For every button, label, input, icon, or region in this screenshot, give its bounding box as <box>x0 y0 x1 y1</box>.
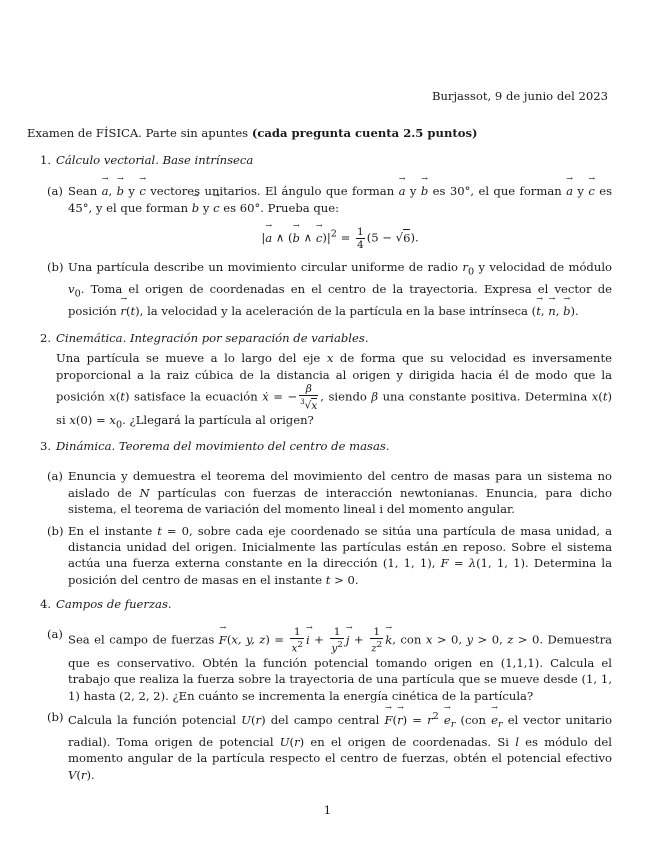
question-number: 4. <box>40 597 52 611</box>
part-label: (a) <box>47 184 63 199</box>
question-title: Campos de fuerzas. <box>56 597 172 611</box>
question-4a: (a) Sea el campo de fuerzas → F(x, y, z) = $\frac{1}{x^2}$ → i + $\frac{1}{y^2}$ → j + $\frac{1}{z^2}$ → k, con x > 0, y > 0, z > 0. Demuestra que es conservativo. Obtén la función potencial tomando origen en (1,1,1). Calcula el trabajo que realiza la fuerza sobre la trayectoria de una partícula que se mueve desde (1, 1, 1) hasta (2, 2, 2). ¿En cuánto se incrementa la energía cinética de la partícula? <box>40 626 612 704</box>
part-label: (a) <box>47 627 63 642</box>
page-number: 1 <box>323 803 332 817</box>
question-title: Dinámica. Teorema del movimiento del centro de masas. <box>56 439 390 453</box>
part-label: (b) <box>47 710 64 725</box>
question-number: 3. <box>40 439 52 453</box>
question-2-heading <box>40 330 612 346</box>
header-points-note: (cada pregunta cuenta 2.5 puntos) <box>251 126 478 140</box>
question-3-heading <box>40 438 612 454</box>
question-title: Cinemática. Integración por separación de variables. <box>56 331 369 345</box>
exam-header <box>27 125 477 141</box>
date-line: Burjassot, 9 de junio del 2023 <box>431 89 608 103</box>
question-4 <box>40 596 612 783</box>
question-1 <box>40 152 612 319</box>
question-title: Cálculo vectorial. Base intrínseca <box>56 153 254 167</box>
question-1-heading <box>40 152 612 168</box>
question-number: 1. <box>40 153 52 167</box>
question-3b: (b) En el instante t = 0, sobre cada eje coordenado se sitúa una partícula de masa unidad, a distancia unidad del origen. Inicialmente las partículas están en reposo. Sobre el sistema actúa una fuerza externa constante en la dirección (1, 1, 1), → F = λ(1, 1, 1). Determina la posición del centro de masas en el instante t > 0. <box>40 523 612 589</box>
question-4-heading <box>40 596 612 612</box>
question-1b: (b) Una partícula describe un movimiento circular uniforme de radio $r_0$ y velocidad de módulo $v_0$. Toma el origen de coordenadas en el centro de la trayectoria. Expresa el vector de posición → r(t), la velocidad y la aceleración de la partícula en la base intrínseca (→ t, → n, → b). <box>40 259 612 319</box>
header-text: Examen de FÍSICA. Parte sin apuntes <box>27 126 249 140</box>
question-1a: (a) Sean → a, → b y → c vectores unitarios. El ángulo que forman → a y → b es 30°, el que forman → a y → c es 45°, y el que forman → b y → c es 60°. Prueba que: |→ a ∧ (→ b ∧ → $c)|^2$ = $\frac{1}{4}$ (5 − √6). <box>40 183 612 251</box>
question-3a: (a) Enuncia y demuestra el teorema del movimiento del centro de masas para un sistema no aislado de N partículas con fuerzas de interacción newtonianas. Enuncia, para dicho sistema, el teorema de variación del momento lineal i del momento angular. <box>47 469 613 517</box>
question-2-body: Una partícula se mueve a lo largo del eje x de forma que su velocidad es inversamente proporcional a la raiz cúbica de la distancia al origen y dirigida hacia él de modo que la posición x(t) satisface la ecuación ẋ = − $\frac{\beta}{^3√x}$ , siendo β una constante positiva. Determina x(t) si $x(0) = x_0$. ¿Llegará la partícula al origen? <box>56 351 613 431</box>
question-2 <box>40 330 612 433</box>
question-3 <box>40 438 612 588</box>
part-label: (a) <box>47 469 63 484</box>
question-number: 2. <box>40 331 52 345</box>
part-label: (b) <box>47 260 64 275</box>
question-4b: (b) Calcula la función potencial U(r) del campo central → $F(\to r) = r^2 \to e_r$ ($con \to e_r$ el vector unitario radial). Toma origen de potencial U(r) en el origen de coordenadas. Si l es módulo del momento angular de la partícula respecto el centro de fuerzas, obtén el potencial efectivo V(r). <box>40 709 612 783</box>
equation-1a: |→ a ∧ (→ b ∧ → $c)|^2$ = $\frac{1}{4}$ (5 − √6). <box>68 226 612 251</box>
part-label: (b) <box>47 523 64 538</box>
